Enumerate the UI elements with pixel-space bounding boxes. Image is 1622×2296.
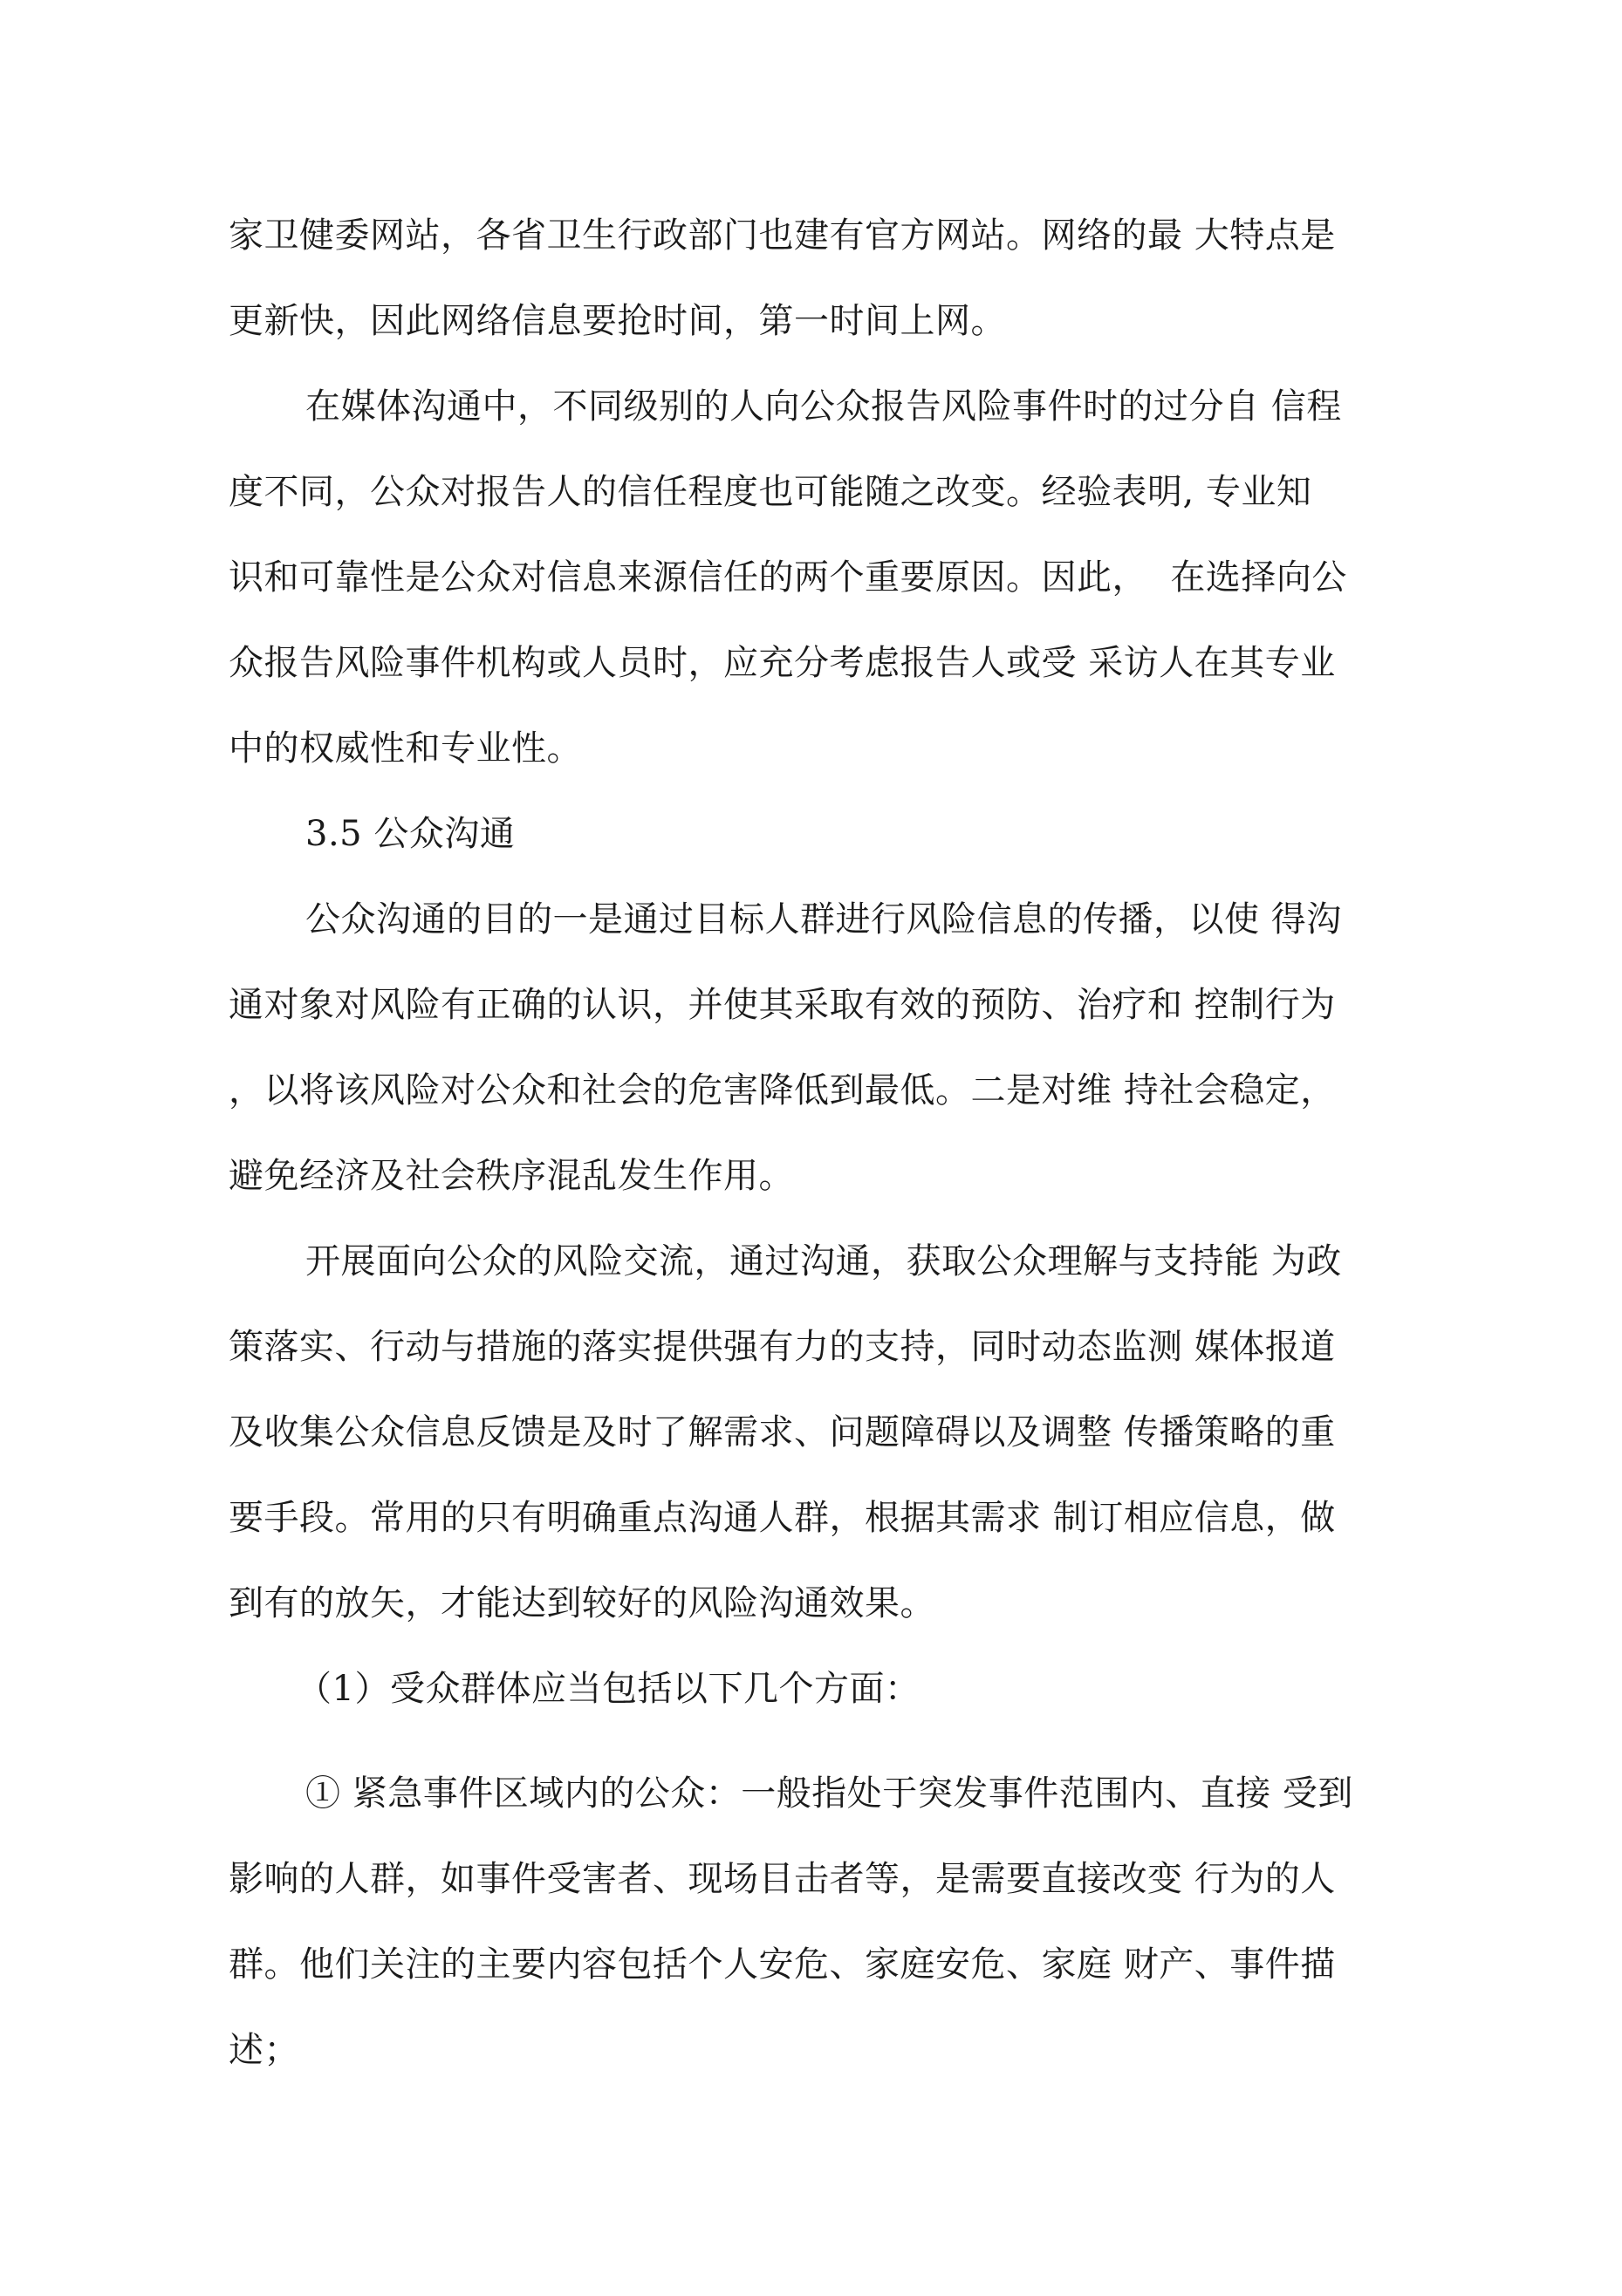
list-item-line: 群。他们关注的主要内容包括个人安危、家庭安危、家庭 财产、事件描 bbox=[229, 1944, 1336, 1985]
paragraph-line: 度不同，公众对报告人的信任程度也可能随之改变。经验表明, 专业知 bbox=[229, 472, 1312, 512]
section-heading: 3.5 公众沟通 bbox=[305, 814, 516, 854]
paragraph-line: 要手段。常用的只有明确重点沟通人群，根据其需求 制订相应信息，做 bbox=[229, 1498, 1336, 1538]
paragraph-line: 到有的放矢，才能达到较好的风险沟通效果。 bbox=[229, 1583, 935, 1623]
paragraph-line: ，以将该风险对公众和社会的危害降低到最低。二是对维 持社会稳定， bbox=[229, 1070, 1336, 1110]
paragraph-line: 家卫健委网站，各省卫生行政部门也建有官方网站。网络的最 大特点是 bbox=[229, 215, 1336, 256]
paragraph-line: 避免经济及社会秩序混乱发生作用。 bbox=[229, 1156, 794, 1196]
paragraph-line: 通对象对风险有正确的认识，并使其采取有效的预防、治疗和 控制行为 bbox=[229, 985, 1336, 1025]
list-item-line: 影响的人群，如事件受害者、现场目击者等，是需要直接改变 行为的人 bbox=[229, 1859, 1336, 1899]
paragraph-line: 更新快，因此网络信息要抢时间，第一时间上网。 bbox=[229, 301, 1006, 341]
paragraph-line: 公众沟通的目的一是通过目标人群进行风险信息的传播，以使 得沟 bbox=[305, 899, 1342, 940]
paragraph-line: 中的权威性和专业性。 bbox=[229, 728, 582, 769]
paragraph-line: 众报告风险事件机构或人员时，应充分考虑报告人或受 采访人在其专业 bbox=[229, 643, 1336, 683]
paragraph-line: 在媒体沟通中，不同级别的人向公众报告风险事件时的过分自 信程 bbox=[305, 386, 1342, 427]
list-heading: （1）受众群体应当包括以下几个方面： bbox=[297, 1669, 921, 1709]
paragraph-line: 识和可靠性是公众对信息来源信任的两个重要原因。因此， 在选择向公 bbox=[229, 557, 1347, 598]
paragraph-line: 策落实、行动与措施的落实提供强有力的支持，同时动态监测 媒体报道 bbox=[229, 1327, 1336, 1367]
paragraph-line: 及收集公众信息反馈是及时了解需求、问题障碍以及调整 传播策略的重 bbox=[229, 1412, 1336, 1452]
list-item-line: 述； bbox=[229, 2030, 299, 2070]
paragraph-line: 开展面向公众的风险交流，通过沟通，获取公众理解与支持能 为政 bbox=[305, 1241, 1342, 1281]
list-item-line: ① 紧急事件区域内的公众：一般指处于突发事件范围内、直接 受到 bbox=[305, 1773, 1353, 1814]
